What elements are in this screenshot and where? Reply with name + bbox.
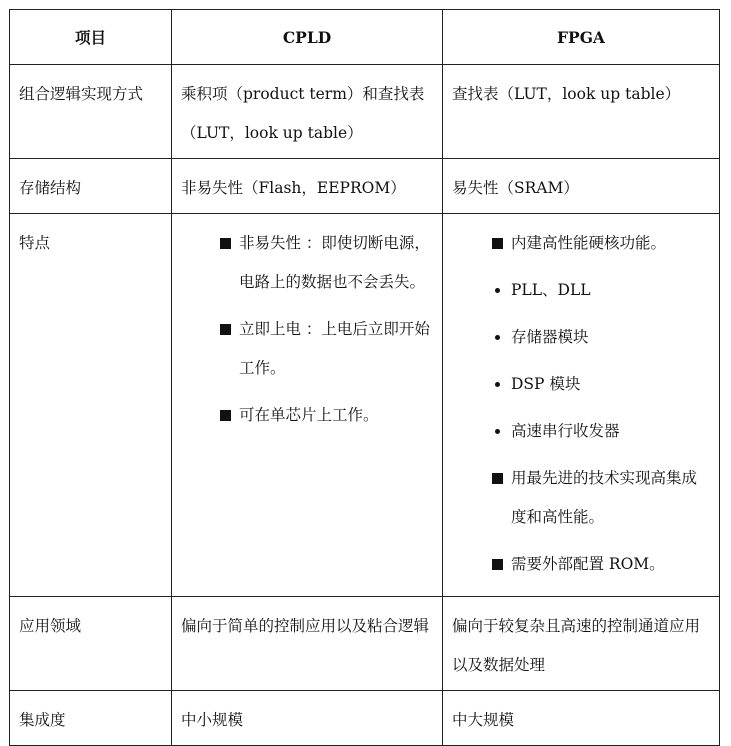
row-label: 集成度 <box>10 691 172 746</box>
square-bullet-icon <box>492 559 503 570</box>
feature-text: PLL、DLL <box>511 281 591 299</box>
list-item <box>483 459 711 537</box>
cpld-cell: 中小规模 <box>172 691 443 746</box>
list-item <box>483 318 711 357</box>
header-item: 项目 <box>10 10 172 65</box>
feature-text: 存储器模块 <box>511 328 589 346</box>
list-item <box>483 545 711 584</box>
feature-text: 非易失性 ：即使切断电源，电路上的数据也不会丢失。 <box>239 234 430 291</box>
cpld-fpga-comparison-table <box>9 9 720 746</box>
row-label: 特点 <box>10 214 172 597</box>
cpld-cell: 偏向于简单的控制应用以及粘合逻辑 <box>172 597 443 691</box>
table-row <box>10 597 720 691</box>
fpga-cell: 易失性（SRAM） <box>443 159 720 214</box>
list-item <box>211 310 434 388</box>
square-bullet-icon <box>492 238 503 249</box>
table-row <box>10 65 720 159</box>
fpga-feature-list <box>452 224 711 584</box>
fpga-cell: 查找表（LUT，look up table） <box>443 65 720 159</box>
cpld-cell: 乘积项（product term）和查找表（LUT，look up table） <box>172 65 443 159</box>
header-cpld: CPLD <box>172 10 443 65</box>
square-bullet-icon <box>220 238 231 249</box>
feature-text: 用最先进的技术实现高集成度和高性能。 <box>511 469 698 526</box>
square-bullet-icon <box>220 410 231 421</box>
feature-text: DSP 模块 <box>511 375 581 393</box>
dot-bullet-icon <box>495 429 500 434</box>
list-item <box>483 271 711 310</box>
feature-text: 内建高性能硬核功能。 <box>511 234 667 252</box>
cpld-cell: 非易失性（Flash，EEPROM） <box>172 159 443 214</box>
list-item <box>211 224 434 302</box>
header-fpga: FPGA <box>443 10 720 65</box>
feature-text: 需要外部配置 ROM。 <box>511 555 665 573</box>
table-row <box>10 691 720 746</box>
table-row <box>10 159 720 214</box>
fpga-cell: 中大规模 <box>443 691 720 746</box>
dot-bullet-icon <box>495 288 500 293</box>
feature-text: 立即上电 ：上电后立即开始工作。 <box>239 320 430 377</box>
fpga-features-cell <box>443 214 720 597</box>
fpga-cell: 偏向于较复杂且高速的控制通道应用以及数据处理 <box>443 597 720 691</box>
list-item <box>483 365 711 404</box>
row-label: 应用领域 <box>10 597 172 691</box>
header-row <box>10 10 720 65</box>
list-item <box>483 412 711 451</box>
table-row <box>10 214 720 597</box>
list-item <box>483 224 711 263</box>
dot-bullet-icon <box>495 335 500 340</box>
dot-bullet-icon <box>495 382 500 387</box>
row-label: 存储结构 <box>10 159 172 214</box>
row-label: 组合逻辑实现方式 <box>10 65 172 159</box>
list-item <box>211 396 434 435</box>
cpld-feature-list <box>181 224 434 435</box>
cpld-features-cell <box>172 214 443 597</box>
feature-text: 高速串行收发器 <box>511 422 620 440</box>
square-bullet-icon <box>220 324 231 335</box>
square-bullet-icon <box>492 473 503 484</box>
feature-text: 可在单芯片上工作。 <box>239 406 379 424</box>
